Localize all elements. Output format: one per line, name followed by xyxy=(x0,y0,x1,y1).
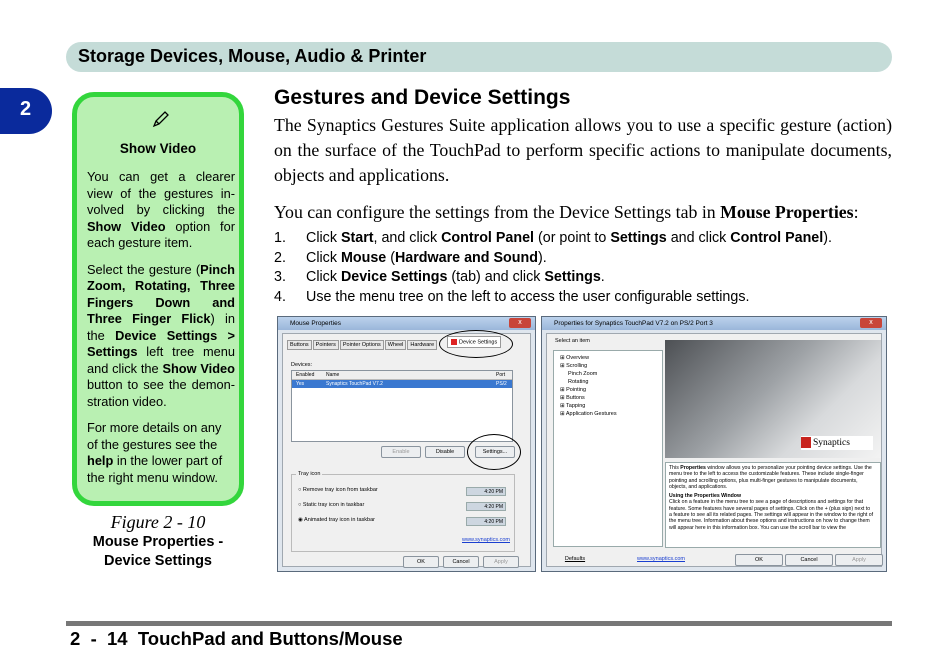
table-header xyxy=(292,371,512,380)
synaptics-link[interactable]: www.synaptics.com xyxy=(637,556,685,562)
tray-preview: 4:20 PM xyxy=(466,487,506,496)
step-item: 2. Click Mouse (Hardware and Sound). xyxy=(274,249,547,266)
tree-item-pinch-zoom[interactable]: Pinch Zoom xyxy=(568,371,598,377)
defaults-button[interactable]: Defaults xyxy=(564,556,586,562)
intro-paragraph: The Synaptics Gestures Suite application allows you to use a specific gesture (action) on the surface of the TouchPad to perform specific actions to manipulate documents, objects and applications. xyxy=(274,115,892,185)
cancel-button[interactable]: Cancel xyxy=(443,556,479,568)
figure-number: Figure 2 - 10 xyxy=(110,512,206,532)
synaptics-logo: Synaptics xyxy=(801,436,873,450)
settings-button[interactable]: Settings... xyxy=(475,446,515,458)
note-body xyxy=(87,169,235,496)
steps-list xyxy=(274,229,904,307)
tray-icon-label: Tray icon xyxy=(298,471,321,477)
tab-wheel[interactable]: Wheel xyxy=(385,340,407,350)
tray-option-animated[interactable]: ◉ Animated tray icon in taskbar xyxy=(298,517,375,523)
touchpad-photo xyxy=(665,340,881,458)
note-title: Show Video xyxy=(119,141,197,156)
chapter-tab xyxy=(0,88,52,134)
step-item: 3. Click Device Settings (tab) and click Settings. xyxy=(274,269,605,285)
note-paragraph: Select the gesture (Pinch Zoom, Rotating, Three Fingers Down and Three Finger Flick) in the Device Settings > Settings left tree menu and click the Show Video button to see the demonstration video. xyxy=(87,261,235,409)
note-paragraph: For more details on any of the gestures see the help in the lower part of the right menu window. xyxy=(87,420,223,485)
enable-button[interactable]: Enable xyxy=(381,446,421,458)
tab-device-settings[interactable]: Device Settings xyxy=(447,336,501,348)
section-header xyxy=(66,42,892,72)
help-pane[interactable] xyxy=(665,462,881,548)
note-sidebar xyxy=(72,92,244,506)
figure-title-line2: Device Settings xyxy=(104,553,212,569)
mouse-properties-screenshot xyxy=(277,316,536,572)
tab-bar xyxy=(287,340,438,350)
tree-item-scrolling[interactable]: ⊞ Scrolling xyxy=(560,363,588,369)
tab-hardware[interactable]: Hardware xyxy=(407,340,437,350)
tab-buttons[interactable]: Buttons xyxy=(287,340,312,350)
apply-button[interactable]: Apply xyxy=(835,554,883,566)
help-heading: Using the Properties Window xyxy=(669,493,742,500)
tray-preview: 4:20 PM xyxy=(466,502,506,511)
tab-pointers[interactable]: Pointers xyxy=(313,340,339,350)
tree-item-tapping[interactable]: ⊞ Tapping xyxy=(560,403,586,409)
main-heading: Gestures and Device Settings xyxy=(274,86,571,109)
pencil-icon xyxy=(151,109,171,129)
window-body xyxy=(282,333,531,567)
note-paragraph: You can get a clearer view of the gestures involved by clicking the Show Video option for each gesture item. xyxy=(87,169,235,250)
help-paragraph: Click on a feature in the menu tree to see a page of descriptions and settings for that feature. Some features have several pages of settings. Click on the + (plus sign) next to a feature to see all its related pages. The settings will appear in the window to the right of the menu tree. Information about these options and instructions on how to change them will appear here in this information box. You can use the scroll bar to view the xyxy=(669,499,874,531)
window-title-bar xyxy=(278,317,535,330)
synaptics-link[interactable]: www.synaptics.com xyxy=(462,537,510,543)
tab-pointer-options[interactable]: Pointer Options xyxy=(340,340,384,350)
tree-item-application-gestures[interactable]: ⊞ Application Gestures xyxy=(560,411,617,417)
tree-item-rotating[interactable]: Rotating xyxy=(568,379,589,385)
step-item: 1. Click Start, and click Control Panel (or point to Settings and click Control Panel). xyxy=(274,230,832,246)
ok-button[interactable]: OK xyxy=(403,556,439,568)
tree-item-buttons[interactable]: ⊞ Buttons xyxy=(560,395,585,401)
tray-option-static[interactable]: ○ Static tray icon in taskbar xyxy=(298,502,365,508)
chapter-number: 2 xyxy=(20,98,32,120)
help-paragraph: This Properties window allows you to personalize your pointing device settings. Use the menu tree to the left to access the customizable features. These include single-finger pointing and scrolling options, plus multi-finger gestures to manipulate documents, objects, and applications. xyxy=(669,465,872,490)
cancel-button[interactable]: Cancel xyxy=(785,554,833,566)
ok-button[interactable]: OK xyxy=(735,554,783,566)
close-button[interactable]: x xyxy=(860,318,882,328)
apply-button[interactable]: Apply xyxy=(483,556,519,568)
step-item: 4. Use the menu tree on the left to access the user configurable settings. xyxy=(274,288,750,305)
synaptics-logo-icon xyxy=(801,437,811,448)
tray-icon-group xyxy=(291,471,515,552)
figure-caption xyxy=(72,512,244,571)
tray-option-remove[interactable]: ○ Remove tray icon from taskbar xyxy=(298,487,378,493)
figure-title-line1: Mouse Properties - xyxy=(92,534,224,550)
window-body xyxy=(546,333,882,567)
col-name[interactable]: Name xyxy=(326,372,340,378)
window-title-bar xyxy=(542,317,886,330)
devices-table xyxy=(291,370,513,442)
window-title: Mouse Properties xyxy=(290,320,341,327)
select-item-label: Select an item xyxy=(555,338,590,344)
window-title: Properties for Synaptics TouchPad V7.2 on PS/2 Port 3 xyxy=(554,320,713,327)
section-title: Storage Devices, Mouse, Audio & Printer xyxy=(78,46,427,66)
table-row[interactable]: Yes Synaptics TouchPad V7.2 PS/2 xyxy=(292,380,512,388)
disable-button[interactable]: Disable xyxy=(425,446,465,458)
page-footer: 2 - 14 TouchPad and Buttons/Mouse xyxy=(70,628,403,649)
close-button[interactable]: x xyxy=(509,318,531,328)
footer-rule xyxy=(66,621,892,626)
devices-label: Devices: xyxy=(291,362,313,368)
col-port[interactable]: Port xyxy=(496,372,506,378)
highlight-circle xyxy=(439,330,513,358)
synaptics-properties-screenshot xyxy=(541,316,887,572)
tree-item-pointing[interactable]: ⊞ Pointing xyxy=(560,387,587,393)
col-enabled[interactable]: Enabled xyxy=(296,372,315,378)
config-paragraph: You can configure the settings from the Device Settings tab in Mouse Properties: xyxy=(274,202,859,222)
menu-tree xyxy=(553,350,663,547)
tray-preview: 4:20 PM xyxy=(466,517,506,526)
highlight-circle xyxy=(467,434,521,470)
tree-item-overview[interactable]: ⊞ Overview xyxy=(560,355,590,361)
